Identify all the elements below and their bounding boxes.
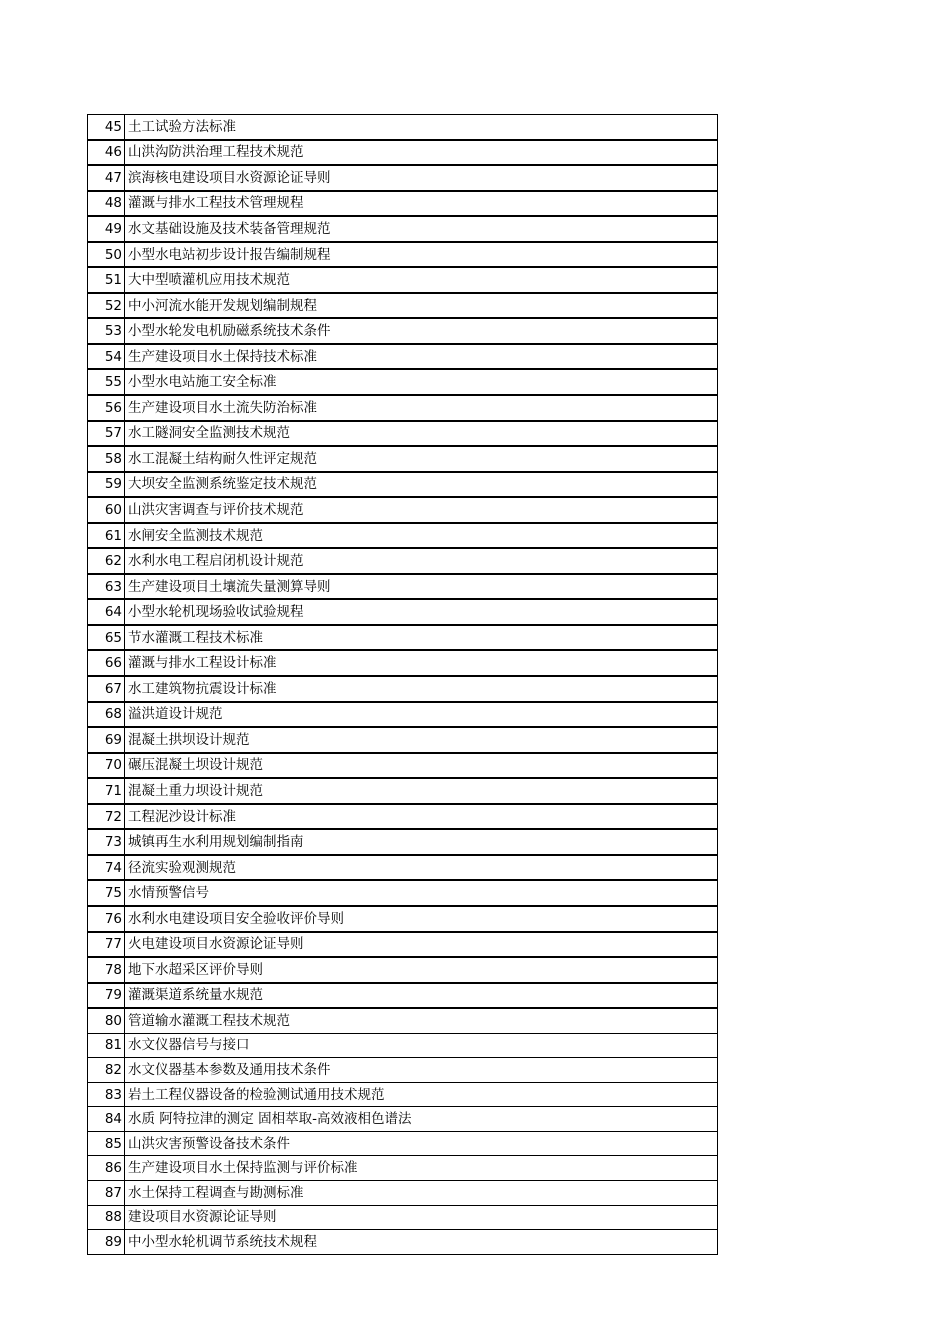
row-number: 56 xyxy=(88,395,125,421)
table-row xyxy=(88,1156,718,1181)
row-number: 53 xyxy=(88,318,125,344)
table-row xyxy=(88,1058,718,1083)
table-row xyxy=(88,983,718,1009)
table-row xyxy=(88,115,718,140)
table-row xyxy=(88,932,718,958)
row-number: 69 xyxy=(88,727,125,753)
row-number: 73 xyxy=(88,829,125,855)
standard-title: 混凝土重力坝设计规范 xyxy=(125,778,718,804)
standard-title: 水利水电工程启闭机设计规范 xyxy=(125,548,718,574)
row-number: 82 xyxy=(88,1058,125,1083)
row-number: 76 xyxy=(88,906,125,932)
standard-title: 水质 阿特拉津的测定 固相萃取-高效液相色谱法 xyxy=(125,1107,718,1132)
standards-table xyxy=(87,114,718,1255)
standards-table-body xyxy=(88,115,718,1255)
table-row xyxy=(88,880,718,906)
table-row xyxy=(88,574,718,600)
standard-title: 小型水电站施工安全标准 xyxy=(125,369,718,395)
standard-title: 滨海核电建设项目水资源论证导则 xyxy=(125,165,718,191)
table-row xyxy=(88,1008,718,1033)
standard-title: 水文基础设施及技术装备管理规范 xyxy=(125,216,718,242)
standard-title: 水土保持工程调查与勘测标准 xyxy=(125,1180,718,1205)
standard-title: 水文仪器基本参数及通用技术条件 xyxy=(125,1058,718,1083)
standard-title: 小型水电站初步设计报告编制规程 xyxy=(125,242,718,268)
standard-title: 水闸安全监测技术规范 xyxy=(125,523,718,549)
row-number: 45 xyxy=(88,115,125,140)
standard-title: 山洪沟防洪治理工程技术规范 xyxy=(125,140,718,166)
row-number: 86 xyxy=(88,1156,125,1181)
table-row xyxy=(88,242,718,268)
table-row xyxy=(88,727,718,753)
standard-title: 城镇再生水利用规划编制指南 xyxy=(125,829,718,855)
row-number: 85 xyxy=(88,1131,125,1156)
row-number: 81 xyxy=(88,1033,125,1058)
row-number: 59 xyxy=(88,472,125,498)
table-row xyxy=(88,599,718,625)
row-number: 57 xyxy=(88,421,125,447)
standard-title: 小型水轮发电机励磁系统技术条件 xyxy=(125,318,718,344)
table-row xyxy=(88,1180,718,1205)
table-row xyxy=(88,906,718,932)
table-row xyxy=(88,446,718,472)
standard-title: 径流实验观测规范 xyxy=(125,855,718,881)
standard-title: 山洪灾害预警设备技术条件 xyxy=(125,1131,718,1156)
row-number: 70 xyxy=(88,753,125,779)
standard-title: 灌溉与排水工程技术管理规程 xyxy=(125,191,718,217)
standard-title: 水工隧洞安全监测技术规范 xyxy=(125,421,718,447)
table-row xyxy=(88,778,718,804)
row-number: 75 xyxy=(88,880,125,906)
row-number: 78 xyxy=(88,957,125,983)
table-row xyxy=(88,548,718,574)
table-row xyxy=(88,855,718,881)
standard-title: 生产建设项目水土保持监测与评价标准 xyxy=(125,1156,718,1181)
standard-title: 水文仪器信号与接口 xyxy=(125,1033,718,1058)
table-row xyxy=(88,421,718,447)
row-number: 72 xyxy=(88,804,125,830)
row-number: 89 xyxy=(88,1230,125,1255)
standard-title: 地下水超采区评价导则 xyxy=(125,957,718,983)
standard-title: 生产建设项目土壤流失量测算导则 xyxy=(125,574,718,600)
table-row xyxy=(88,293,718,319)
standard-title: 山洪灾害调查与评价技术规范 xyxy=(125,497,718,523)
table-row xyxy=(88,140,718,166)
standard-title: 碾压混凝土坝设计规范 xyxy=(125,753,718,779)
standard-title: 大中型喷灌机应用技术规范 xyxy=(125,267,718,293)
table-row xyxy=(88,625,718,651)
standard-title: 小型水轮机现场验收试验规程 xyxy=(125,599,718,625)
row-number: 49 xyxy=(88,216,125,242)
standard-title: 生产建设项目水土流失防治标准 xyxy=(125,395,718,421)
row-number: 54 xyxy=(88,344,125,370)
table-row xyxy=(88,1131,718,1156)
row-number: 79 xyxy=(88,983,125,1009)
standard-title: 建设项目水资源论证导则 xyxy=(125,1205,718,1230)
standard-title: 土工试验方法标准 xyxy=(125,115,718,140)
row-number: 67 xyxy=(88,676,125,702)
row-number: 68 xyxy=(88,702,125,728)
table-row xyxy=(88,165,718,191)
row-number: 60 xyxy=(88,497,125,523)
row-number: 74 xyxy=(88,855,125,881)
row-number: 55 xyxy=(88,369,125,395)
standard-title: 岩土工程仪器设备的检验测试通用技术规范 xyxy=(125,1082,718,1107)
standard-title: 灌溉与排水工程设计标准 xyxy=(125,650,718,676)
row-number: 77 xyxy=(88,932,125,958)
standard-title: 中小型水轮机调节系统技术规程 xyxy=(125,1230,718,1255)
row-number: 80 xyxy=(88,1008,125,1033)
standard-title: 水利水电建设项目安全验收评价导则 xyxy=(125,906,718,932)
standard-title: 节水灌溉工程技术标准 xyxy=(125,625,718,651)
table-row xyxy=(88,1107,718,1132)
table-row xyxy=(88,1082,718,1107)
table-row xyxy=(88,957,718,983)
standard-title: 水工建筑物抗震设计标准 xyxy=(125,676,718,702)
row-number: 83 xyxy=(88,1082,125,1107)
table-row xyxy=(88,1230,718,1255)
table-row xyxy=(88,318,718,344)
standard-title: 溢洪道设计规范 xyxy=(125,702,718,728)
table-row xyxy=(88,804,718,830)
row-number: 62 xyxy=(88,548,125,574)
table-row xyxy=(88,497,718,523)
standard-title: 生产建设项目水土保持技术标准 xyxy=(125,344,718,370)
row-number: 58 xyxy=(88,446,125,472)
row-number: 52 xyxy=(88,293,125,319)
table-row xyxy=(88,523,718,549)
table-row xyxy=(88,267,718,293)
row-number: 46 xyxy=(88,140,125,166)
row-number: 61 xyxy=(88,523,125,549)
table-row xyxy=(88,395,718,421)
table-row xyxy=(88,472,718,498)
row-number: 88 xyxy=(88,1205,125,1230)
table-row xyxy=(88,702,718,728)
standard-title: 水情预警信号 xyxy=(125,880,718,906)
row-number: 71 xyxy=(88,778,125,804)
table-row xyxy=(88,1205,718,1230)
table-row xyxy=(88,344,718,370)
standard-title: 水工混凝土结构耐久性评定规范 xyxy=(125,446,718,472)
table-row xyxy=(88,191,718,217)
row-number: 64 xyxy=(88,599,125,625)
standard-title: 火电建设项目水资源论证导则 xyxy=(125,932,718,958)
standard-title: 灌溉渠道系统量水规范 xyxy=(125,983,718,1009)
row-number: 48 xyxy=(88,191,125,217)
row-number: 47 xyxy=(88,165,125,191)
row-number: 87 xyxy=(88,1180,125,1205)
table-row xyxy=(88,216,718,242)
standard-title: 工程泥沙设计标准 xyxy=(125,804,718,830)
row-number: 50 xyxy=(88,242,125,268)
row-number: 63 xyxy=(88,574,125,600)
standard-title: 管道输水灌溉工程技术规范 xyxy=(125,1008,718,1033)
standard-title: 中小河流水能开发规划编制规程 xyxy=(125,293,718,319)
standard-title: 大坝安全监测系统鉴定技术规范 xyxy=(125,472,718,498)
row-number: 66 xyxy=(88,650,125,676)
row-number: 51 xyxy=(88,267,125,293)
standard-title: 混凝土拱坝设计规范 xyxy=(125,727,718,753)
table-row xyxy=(88,829,718,855)
table-row xyxy=(88,1033,718,1058)
table-row xyxy=(88,369,718,395)
table-row xyxy=(88,650,718,676)
table-row xyxy=(88,676,718,702)
row-number: 65 xyxy=(88,625,125,651)
table-row xyxy=(88,753,718,779)
row-number: 84 xyxy=(88,1107,125,1132)
